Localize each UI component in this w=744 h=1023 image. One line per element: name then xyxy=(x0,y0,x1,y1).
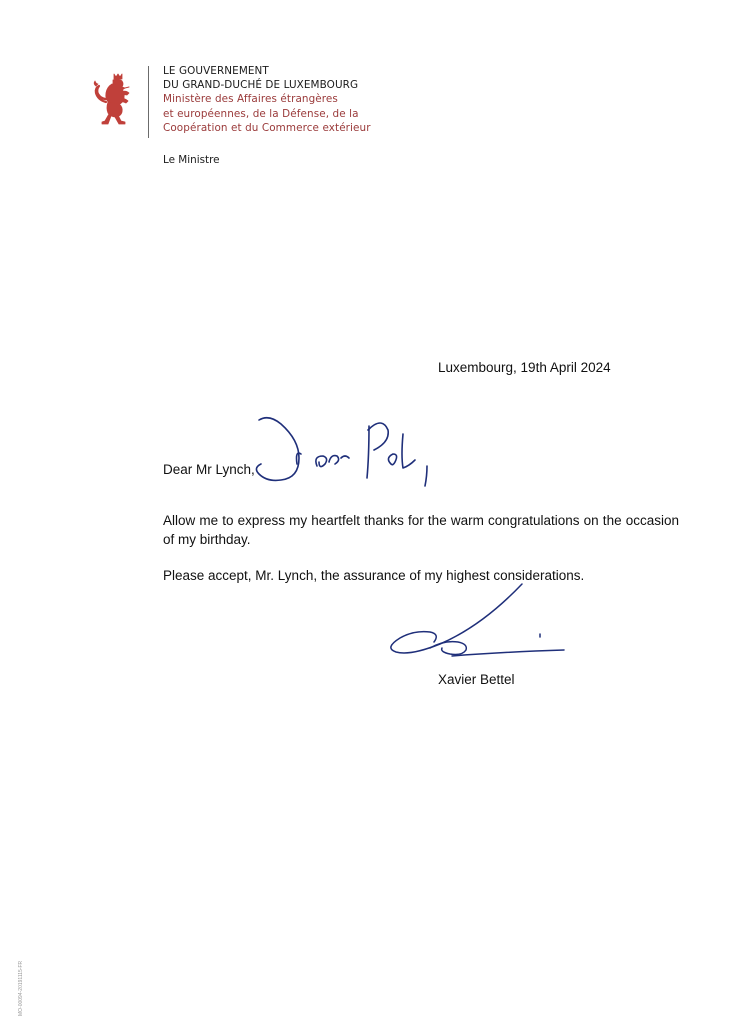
handwritten-greeting xyxy=(255,410,445,490)
letterhead-text xyxy=(163,64,371,135)
letterhead-divider xyxy=(148,66,149,138)
handwritten-signature xyxy=(386,580,576,670)
ministry-name-line1: Ministère des Affaires étrangères xyxy=(163,93,338,106)
office-title: Le Ministre xyxy=(163,154,220,166)
ministry-name-line3: Coopération et du Commerce extérieur xyxy=(163,121,371,134)
document-reference: MO-00094-20191115-FR xyxy=(18,960,24,1016)
body-paragraph-2: Please accept, Mr. Lynch, the assurance of my highest considerations. xyxy=(163,568,585,583)
letter-body xyxy=(163,511,679,585)
ministry-name-line2: et européennes, de la Défense, de la xyxy=(163,107,359,120)
letterhead xyxy=(86,64,416,174)
government-name-line1: LE GOUVERNEMENT xyxy=(163,65,269,77)
salutation: Dear Mr Lynch, xyxy=(163,462,255,477)
signatory-name: Xavier Bettel xyxy=(438,672,515,687)
red-lion-icon xyxy=(90,72,138,128)
government-name-line2: DU GRAND-DUCHÉ DE LUXEMBOURG xyxy=(163,79,359,92)
body-paragraph-1: Allow me to express my heartfelt thanks for the warm congratulations on the occasion of my birthday. xyxy=(163,513,679,547)
letter-date: Luxembourg, 19th April 2024 xyxy=(438,360,611,375)
